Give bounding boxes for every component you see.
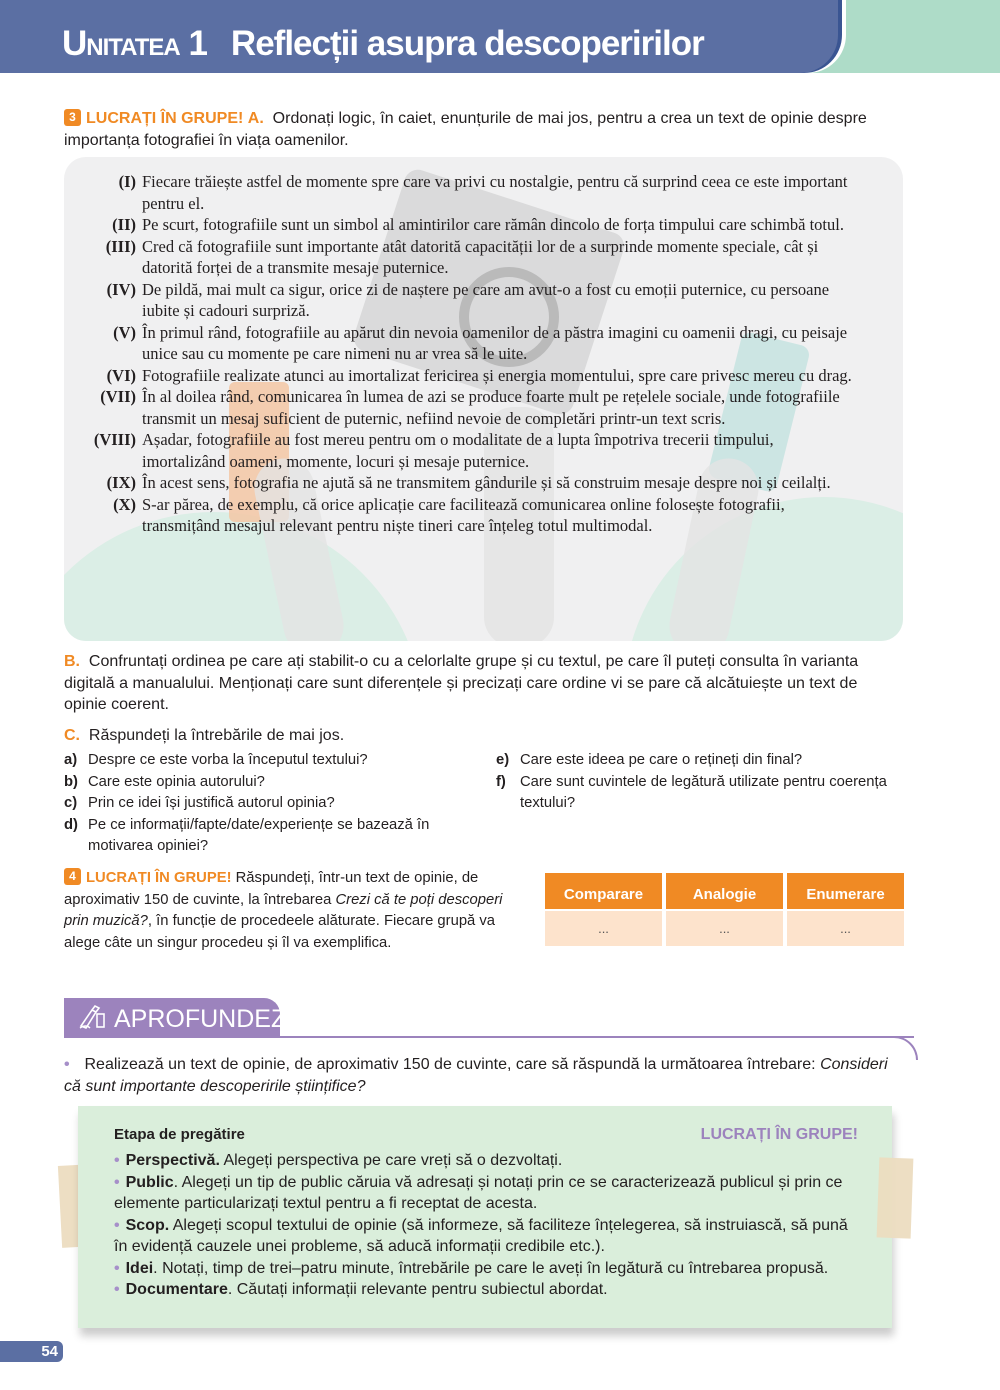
prep-group-label: LUCRAȚI ÎN GRUPE! (700, 1126, 858, 1143)
prep-item (114, 1172, 862, 1215)
prep-item (114, 1279, 862, 1301)
unit-label-initial: U (62, 24, 87, 63)
statement-number: (V) (113, 322, 136, 342)
procedure-column (666, 873, 783, 946)
aprofundez-title: APROFUNDEZ (114, 1005, 287, 1033)
prep-item-text: Alegeți perspectiva pe care vreți să o dezvoltați. (219, 1152, 563, 1169)
questions-left (64, 750, 484, 858)
statement-item (64, 236, 903, 279)
bullet-icon: • (114, 1216, 120, 1234)
procedure-header: Enumerare (787, 873, 904, 909)
statement-number: (VII) (100, 387, 136, 406)
unit-number: 1 (188, 24, 207, 63)
bullet-icon: • (114, 1173, 120, 1191)
question-item (496, 750, 906, 772)
page-title (62, 24, 704, 64)
part-a-text: Ordonați logic, în caiet, enunțurile de mai jos, pentru a crea un text de opinie despre importanța fotografiei în viața oamenilor. (64, 110, 867, 149)
question-letter: d) (64, 816, 78, 833)
statements-list (64, 171, 903, 537)
prep-item (114, 1258, 862, 1280)
question-item (64, 750, 484, 772)
group-work-label: LUCRAȚI ÎN GRUPE! (86, 110, 244, 127)
statement-item (64, 279, 903, 322)
statement-item (64, 171, 903, 214)
question-item (64, 793, 484, 815)
exercise-number-badge: 4 (64, 868, 81, 885)
exercise-4-instruction (64, 868, 526, 954)
question-item (496, 772, 906, 815)
prep-item-text: Alegeți scopul textului de opinie (să informeze, să faciliteze înțelegerea, să instruiască, să pună în evidență cauzele unei probleme, să aducă informații credibile etc.). (114, 1216, 848, 1255)
procedure-header: Analogie (666, 873, 783, 909)
statement-number: (IX) (106, 473, 136, 492)
tape-decoration (877, 1157, 914, 1238)
prep-item-term: Perspectivă. (125, 1152, 220, 1169)
procedure-header: Comparare (545, 873, 662, 909)
aprofundez-task (64, 1054, 904, 1097)
exercise-number-badge: 3 (64, 109, 81, 126)
question-letter: c) (64, 795, 78, 811)
prep-item-term: Public (125, 1173, 174, 1191)
statement-number: (X) (113, 494, 136, 514)
statement-item (64, 386, 903, 429)
bullet-icon: • (114, 1259, 120, 1277)
question-item (64, 772, 484, 794)
statement-text: Cred că fotografiile sunt importante atât datorită capacității lor de a surprinde momente speciale, cât și datorită forței de a transmite mesaje puternice. (142, 236, 819, 277)
aprofundez-task-question: Consideri că sunt importante descoperirile științifice? (64, 1056, 888, 1095)
statement-text: În primul rând, fotografiile au apărut din nevoia oamenilor de a păstra imagini cu oamenii dragi, cu peisaje unice sau cu momente pe care nimeni nu ar vrea să le uite. (142, 322, 848, 363)
prep-title: Etapa de pregătire (114, 1126, 245, 1143)
unit-label-rest: NITATEA (86, 34, 180, 61)
exercise-4-text: Răspundeți, într-un text de opinie, de aproximativ 150 de cuvinte, la întrebarea (64, 870, 479, 908)
question-letter: f) (496, 773, 506, 790)
exercise-3-instruction (64, 108, 904, 151)
statement-item (64, 472, 903, 494)
bullet-icon: • (114, 1152, 120, 1169)
question-text: Prin ce idei își justifică autorul opinia? (88, 795, 335, 811)
prep-item-term: Documentare (125, 1281, 228, 1298)
statement-text: Fotografiile realizate atunci au imortalizat fericirea și energia momentului, spre care privesc mereu cu drag. (142, 365, 852, 385)
statement-text: De pildă, mai mult ca sigur, orice zi de naștere pe care am avut-o a fost cu emoții puternice, cu persoane iubite și cadouri surpriză. (142, 279, 830, 320)
procedure-cell: ... (666, 911, 783, 946)
question-text: Care este opinia autorului? (88, 773, 265, 790)
statement-item (64, 214, 903, 236)
statement-text: În acest sens, fotografia ne ajută să ne transmitem gândurile și să construim mesaje despre noi și ceilalți. (142, 473, 831, 492)
statement-text: S-ar părea, de exemplu, că orice aplicație care facilitează comunicarea online folosește fotografii, transmițând mesajul relevant pentru niște tineri care înțeleg totul multimodal. (142, 494, 785, 535)
bullet-icon: • (114, 1281, 120, 1298)
prep-item-term: Idei (125, 1259, 154, 1277)
prep-item-term: Scop. (125, 1216, 170, 1234)
chapter-title: Reflecții asupra descoperirilor (230, 24, 704, 63)
part-c (64, 725, 904, 747)
statement-item (64, 429, 903, 472)
statement-number: (IV) (106, 279, 136, 299)
part-a-label: A. (247, 110, 264, 127)
question-text: Pe ce informații/fapte/date/experiențe se bazează în motivarea opiniei? (88, 816, 430, 854)
questions-right (496, 750, 906, 815)
exercise-4-text-end: , în funcție de procedeele alăturate. Fiecare grupă va alege câte un singur procedeu și îl va exemplifica. (64, 913, 496, 951)
part-b-label: B. (64, 653, 80, 670)
question-text: Despre ce este vorba la începutul textului? (88, 752, 368, 768)
statement-text: În al doilea rând, comunicarea în lumea de azi se produce foarte mult pe rețelele sociale, unde fotografiile transmit un mesaj suficient de puternic, nefiind nevoie de completări printr-un text scris. (142, 387, 840, 428)
bullet-icon: • (64, 1056, 70, 1073)
procedures-table (545, 873, 904, 946)
preparation-box (78, 1106, 892, 1328)
aprofundez-tab (64, 998, 287, 1037)
statement-number: (II) (112, 215, 136, 234)
procedure-cell: ... (545, 911, 662, 946)
question-text: Care sunt cuvintele de legătură utilizate pentru coerența textului? (520, 773, 887, 811)
part-b (64, 651, 904, 716)
question-letter: a) (64, 752, 78, 768)
question-text: Care este ideea pe care o rețineți din final? (520, 752, 803, 768)
question-item (64, 815, 484, 858)
part-c-text: Răspundeți la întrebările de mai jos. (88, 727, 345, 744)
prep-item-text: . Alegeți un tip de public căruia vă adresați și notați prin ce se caracterizează publicul și prin ce elemente particularizați textul pentru a fi receptat de acesta. (114, 1173, 843, 1212)
statement-item (64, 322, 903, 365)
section-divider (64, 1036, 914, 1038)
part-b-text: Confruntați ordinea pe care ați stabilit-o cu a celorlalte grupe și cu textul, pe care îl puteți consulta în varianta digitală a manualului. Menționați care sunt diferențele și precizați care ordine vi se pare că alcătuiește un text de opinie coerent. (64, 653, 859, 713)
prep-item-text: . Căutați informații relevante pentru subiectul abordat. (227, 1281, 608, 1298)
part-c-label: C. (64, 727, 80, 744)
statement-number: (III) (105, 236, 136, 256)
statement-item (64, 365, 903, 387)
procedure-cell: ... (787, 911, 904, 946)
statement-text: Pe scurt, fotografiile sunt un simbol al amintirilor care rămân dincolo de forța timpului care schimbă totul. (142, 215, 844, 234)
statement-number: (VI) (106, 365, 136, 385)
prep-item (114, 1150, 862, 1172)
question-letter: e) (496, 752, 510, 768)
exercise-4-question: Crezi că te poți descoperi prin muzică? (64, 891, 503, 929)
aprofundez-task-text: Realizează un text de opinie, de aproximativ 150 de cuvinte, care să răspundă la următoarea întrebare: (84, 1056, 816, 1073)
statement-number: (I) (118, 172, 136, 191)
statements-box (64, 157, 903, 641)
page-number: 54 (0, 1341, 63, 1362)
statement-item (64, 494, 903, 537)
group-work-label: LUCRAȚI ÎN GRUPE! (86, 870, 232, 886)
statement-text: Așadar, fotografiile au fost mereu pentru om o modalitate de a lupta împotriva trecerii timpului, imortalizând oameni, momente, locuri și mesaje puternice. (142, 430, 774, 471)
prep-item (114, 1215, 862, 1258)
statement-text: Fiecare trăiește astfel de momente spre care va privi cu nostalgie, pentru că surprind ceea ce este important pentru el. (142, 172, 848, 213)
procedure-column (545, 873, 662, 946)
statement-number: (VIII) (93, 430, 136, 449)
procedure-column (787, 873, 904, 946)
unit-label (62, 24, 207, 63)
prep-list (114, 1150, 862, 1301)
question-letter: b) (64, 773, 78, 790)
prep-item-text: . Notați, timp de trei–patru minute, întrebările pe care le aveți în legătură cu întrebarea propusă. (153, 1259, 829, 1277)
